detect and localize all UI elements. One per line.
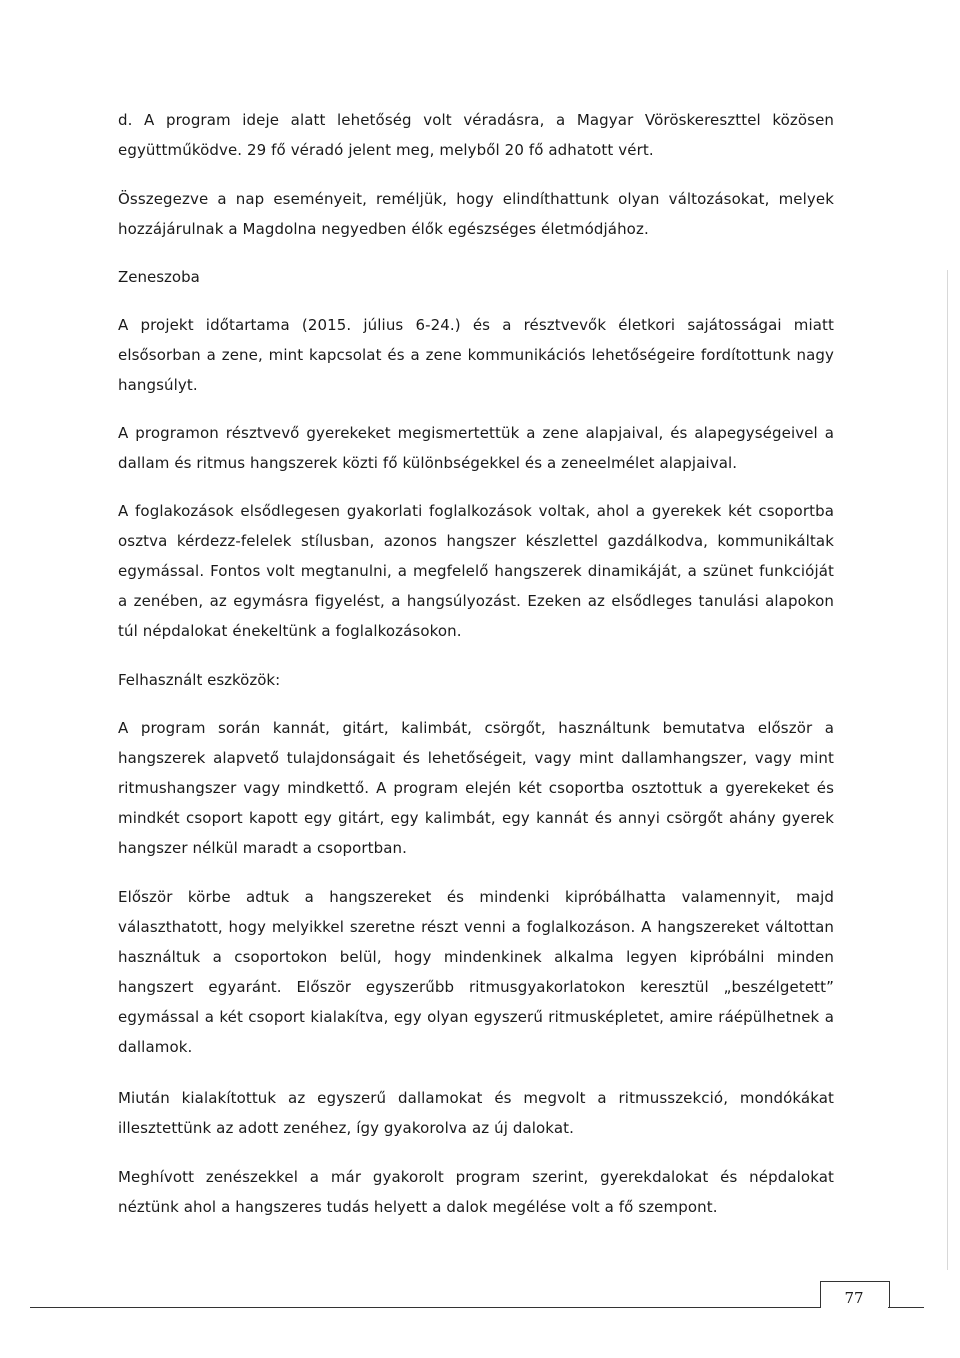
section-heading-tools [118, 665, 834, 695]
page-number: 77 [844, 1289, 864, 1307]
paragraph-music-basics [118, 418, 834, 478]
paragraph-sessions [118, 496, 834, 646]
paragraph-rotation [118, 882, 834, 1062]
heading-text: Felhasznált eszközök: [118, 671, 281, 689]
paragraph-instruments [118, 713, 834, 863]
paragraph-text: Összegezve a nap eseményeit, reméljük, hogy elindíthattunk olyan változásokat, melyek hozzájárulnak a Magdolna negyedben élők egészséges életmódjához. [118, 190, 834, 238]
footer-rule-right [888, 1307, 924, 1308]
paragraph-text: Meghívott zenészekkel a már gyakorolt program szerint, gyerekdalokat és népdalokat néztünk ahol a hangszeres tudás helyett a dalok megélése volt a fő szempont. [118, 1168, 834, 1216]
paragraph-text: A programon résztvevő gyerekeket megismertettük a zene alapjaival, és alapegységeivel a dallam és ritmus hangszerek közti fő különbségekkel és a zeneelmélet alapjaival. [118, 424, 834, 472]
footer-rule-left [30, 1307, 820, 1308]
paragraph-text: Először körbe adtuk a hangszereket és mindenki kipróbálhatta valamennyit, majd választhatott, hogy melyikkel szeretne részt venni a foglalkozáson. A hangszereket váltottan használtuk a csoportokon belül, hogy mindenkinek alkalma legyen kipróbálni minden hangszert egyaránt. Először egyszerűbb ritmusgyakorlatokon keresztül „beszélgetett” egymással a két csoport kialakítva, egy olyan egyszerű ritmusképletet, amire ráépülhetnek a dallamok. [118, 888, 834, 1056]
paragraph-text: d. A program ideje alatt lehetőség volt véradásra, a Magyar Vöröskereszttel közösen együttműködve. 29 fő véradó jelent meg, melyből 20 fő adhatott vért. [118, 111, 834, 159]
paragraph-musicians [118, 1162, 834, 1222]
section-heading-zeneszoba [118, 262, 834, 292]
paragraph-text: A projekt időtartama (2015. július 6-24.) és a résztvevők életkori sajátosságai miatt elsősorban a zene, mint kapcsolat és a zene kommunikációs lehetőségeire fordítottunk nagy hangsúlyt. [118, 316, 834, 394]
paragraph-text: A program során kannát, gitárt, kalimbát, csörgőt, használtunk bemutatva először a hangszerek alapvető tulajdonságait és lehetőségeit, vagy mint dallamhangszer, vagy mint ritmushangszer vagy mindkettő. A program elején két csoportba osztottuk a gyerekeket és mindkét csoport kapott egy gitárt, egy kalimbát, egy kannát és annyi csörgőt ahány gyerek hangszer nélkül maradt a csoportban. [118, 719, 834, 857]
paragraph-melodies [118, 1083, 834, 1143]
heading-text: Zeneszoba [118, 268, 200, 286]
paragraph-project-duration [118, 310, 834, 400]
paragraph-blood-donation [118, 105, 834, 165]
paragraph-text: Miután kialakítottuk az egyszerű dallamokat és megvolt a ritmusszekció, mondókákat illesztettünk az adott zenéhez, így gyakorolva az új dalokat. [118, 1089, 834, 1137]
scan-margin-line [947, 270, 948, 1270]
paragraph-text: A foglakozások elsődlegesen gyakorlati foglalkozások voltak, ahol a gyerekek két csoportba osztva kérdezz-felelek stílusban, azonos hangszer készlettel gazdálkodva, kommunikáltak egymással. Fontos volt megtanulni, a megfelelő hangszerek dinamikáját, a szünet funkcióját a zenében, az egymásra figyelést, a hangsúlyozást. Ezeken az elsődleges tanulási alapokon túl népdalokat énekeltünk a foglalkozásokon. [118, 502, 834, 640]
paragraph-summary [118, 184, 834, 244]
